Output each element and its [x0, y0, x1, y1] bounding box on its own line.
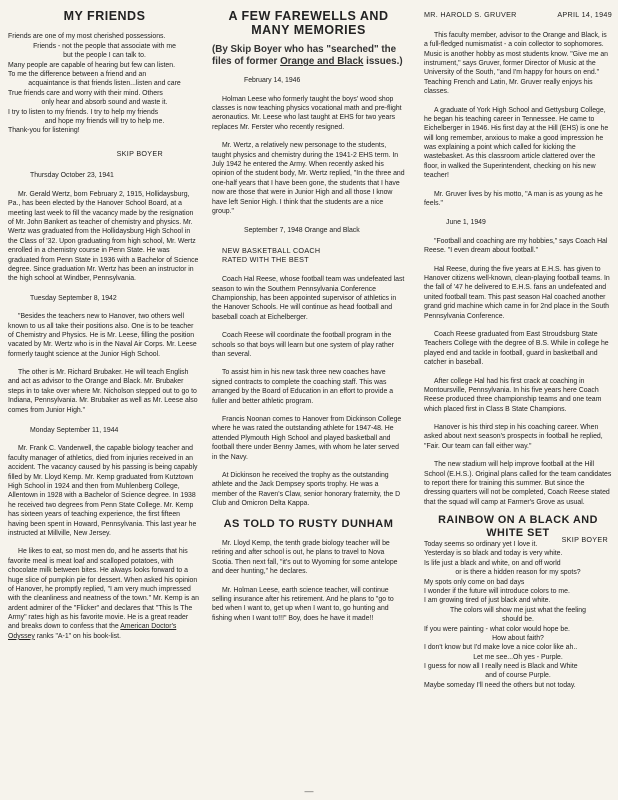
article-leese-1946: Holman Leese who formerly taught the boys' wood shop classes is now teaching physics vocational math and pre-flight aeronautics. Mr. Leese who last taught at EHS for two years replaces Mr. Ferster who recently resigned. [212, 95, 402, 131]
column-my-friends [8, 0, 201, 641]
article-new-stadium: The new stadium will help improve football at the Hill School (E.H.S.). Original plans called for the team candidates to report there for training this summer. But since the dressing quarters will not be completed, Coach Reese stated that the squad will camp at Farmer's Grove as usual. [424, 461, 612, 506]
my-friends-title: MY FRIENDS [63, 9, 146, 23]
article-gruver-hobbies: This faculty member, advisor to the Orange and Black, is a full-fledged numismatist - a coin collector to sophomores. Music is another hobby as most students know. "Give me an instrument," says Gruver, former Director of Music at the University of the South, "and I'm happy for hours on end." Teaching French and Latin, Mr. Gruver really enjoys his classes. [424, 31, 608, 96]
rainbow-title: RAINBOW ON A BLACK AND WHITE SET [438, 514, 598, 539]
article-wertz-1946: Mr. Wertz, a relatively new personage to the students, taught physics and chemistry during the 1941-2 EHS term. In July 1942 he entered the Army. When recently asked his opinion of the student body, Mr. Wertz replied, "In the three and one-half years that I have been gone, the students that I have now are those that were in Junior High and all those I know have left Senior High. I think that the students are a nice group." [212, 142, 405, 215]
poem-line: I guess for now all I really need is Black and White [424, 663, 578, 671]
poem-line: or is there a hidden reason for my spots? [455, 569, 581, 577]
poem-line: The colors will show me just what the feeling [450, 606, 586, 614]
farewells-title: A FEW FAREWELLS AND MANY MEMORIES [228, 9, 389, 38]
poem-line: but the people I can talk to. [63, 52, 146, 60]
book-title: American Doctor's Odyssey [8, 623, 177, 640]
gruver-header-date: APRIL 14, 1949 [557, 10, 612, 19]
poem-line: and of course Purple. [485, 672, 551, 680]
article-reese-teams: Hal Reese, during the five years at E.H.S. has given to Hanover citizens well-known, clean-playing football teams. In the fall of '47 he delivered to E.H.S. fans an undefeated and united football team. This past season Hal coached another grand grid machine which came in for 2nd place in the South Pennsylvania Conference. [424, 265, 610, 320]
article-new-coaches: To assist him in his new task three new coaches have signed contracts to complete the coaching staff. This was arranged by the Board of Education in an effort to provide a fuller and better athletic program. [212, 369, 394, 405]
poem-line: Maybe someday I'll need the others but not today. [424, 681, 576, 689]
column-gruver [424, 0, 612, 690]
poem-line: Friends - not the people that associate with me [33, 42, 176, 50]
article-noonan-dickinson: At Dickinson he received the trophy as the outstanding athlete and the Jack Dempsey sports trophy. He was a member of the Raven's Claw, senior honorary fraternity, the D Club and Omicron Delta Kappa. [212, 471, 401, 508]
date-feb-1946: February 14, 1946 [244, 77, 301, 85]
article-wertz-1941: Mr. Gerald Wertz, born February 2, 1915, Hollidaysburg, Pa., has been elected by the Hanover School Board, at a meeting last week to fill the vacancy made by the resignation of Mr. John Bankert as teacher of chemistry and physics. Mr. Wertz was graduated from the Hollidaysburg High School in the Class of '32. Upon graduating from high school, Mr. Wertz enrolled in a chemistry course in Penn State. He was graduated from Penn State in 1936 with a Bachelor of Science degree. Since graduation Mr. Wertz has been an instructor in the high school at Windber, Pennsylvania. [8, 190, 199, 283]
farewells-byline: (By Skip Boyer who has "searched" the files of former Orange and Black issues.) [212, 43, 403, 67]
poem-line: True friends care and worry with their mind. Others [8, 89, 163, 97]
article-kemp-retiring: Mr. Lloyd Kemp, the tenth grade biology teacher will be retiring and after school is out, he plans to travel to Nova Scotia. Then next fall, "it's out to Wyoming for some antelope and deer hunting," he declares. [212, 540, 398, 576]
poem-line: Let me see...Oh yes - Purple. [473, 653, 563, 661]
article-reese-montoursville: After college Hal had his first crack at coaching in Montoursville, Pennsylvania. In his five years here Coach Reese produced three championship teams and one team which placed first in Class B State Champions. [424, 377, 602, 413]
poem-line: acquaintance is that friends listen...listen and care [28, 80, 181, 88]
poem-line: Yesterday is so black and today is very white. [424, 550, 563, 558]
poem-line: only hear and absorb sound and waste it. [41, 99, 168, 107]
article-reese-college: Coach Reese graduated from East Stroudsburg State Teachers College with the degree of B.S. While in college he played end and tackle in football, guard in basketball and catcher in baseball. [424, 330, 609, 367]
poem-line: should be. [502, 616, 534, 624]
article-reese-prospects: Hanover is his third step in his coaching career. When asked about next season's prospects in football he replied, "Fair. Our team can fall either way." [424, 424, 603, 450]
poem-line: I am growing tired of just black and white. [424, 597, 551, 605]
poem-line: and hope my friends will try to help me. [44, 117, 165, 125]
poem-line: If you were painting - what color would hope be. [424, 625, 570, 633]
date-sep-1948: September 7, 1948 Orange and Black [244, 227, 360, 235]
column-farewells [212, 0, 405, 623]
date-oct-1941: Thursday October 23, 1941 [30, 172, 114, 180]
article-noonan: Francis Noonan comes to Hanover from Dickinson College where he was rated the outstanding athlete for 1947-48. He attended Plymouth High School and played basketball and football there under Benny James, with whom he later served in the Navy. [212, 415, 402, 461]
poem-line: Many people are capable of hearing but few can listen. [8, 61, 176, 69]
date-sep-1942: Tuesday September 8, 1942 [30, 294, 117, 302]
article-leese-1942: "Besides the teachers new to Hanover, two others well known to us all take their positions also. One is to be teacher of Chemistry and Physics. He is Mr. Leese, filling the position vacated by Mr. Wertz who is in the Naval Air Corps. Mr. Leese formerly taught science at the Junior High School. [8, 313, 197, 358]
article-reese-program: Coach Reese will coordinate the football program in the schools so that boys will learn but one system of play rather than several. [212, 332, 394, 358]
poem-line: Thank-you for listening! [8, 127, 80, 135]
poem-line: I don't know but I'd make love a nice color like ah.. [424, 644, 578, 652]
article-reese-1948: Coach Hal Reese, whose football team was undefeated last season to win the Southern Pennsylvania Conference Championship, has been appointed supervisor of athletics in the Hanover Schools. He will continue as head football and baseball coach at Eichelberger. [212, 276, 405, 321]
poem-line: My spots only come on bad days [424, 578, 525, 586]
article-kemp-hobbies: He likes to eat, so most men do, and he asserts that his favorite meal is meat loaf and scalloped potatoes, with chocolate milk between bites. He always looks forward to a huge slice of pumpkin pie for dessert. When asked his opinion of Hanover, he promptly replied, "I am very much impressed with the cleanliness and neatness of the town." Mr. Kemp is an ardent admirer of the "Flicker" and declares that "This Is The Army" rates high as his favorite movie. He is a great reader and breaks down to confess that the American Doctor's Odyssey ranks "A-1" on his book-list. [8, 548, 199, 640]
article-leese-retiring: Mr. Holman Leese, earth science teacher, will continue selling insurance after his retirement. And he plans to "go to bed when I want to, get up when I want to, go hunting and fishing when I want to!!!" Boy, does he have it made!! [212, 586, 394, 622]
rusty-dunham-title: AS TOLD TO RUSTY DUNHAM [223, 518, 394, 531]
article-kemp-1944: Mr. Frank C. Vanderwell, the capable biology teacher and faculty manager of athletics, died from injuries received in an accident. The vacancy caused by his passing is being capably filled by Mr. Lloyd Kemp. Mr. Kemp graduated from Kutztown High School in 1924 and then from Muhlenberg College, Allentown in 1928 with a Bachelor of Science degree. In 1938 he received two degrees from Penn State College. Mr. Kemp has sixteen years of teaching experience, the first fifteen having been spent in Howard, Pennsylvania. This last year he instructed at Millville, New Jersey. [8, 445, 198, 537]
orange-and-black-link: Orange and Black [280, 55, 364, 67]
poem-line: How about faith? [492, 634, 544, 642]
poem-line: Today seems so ordinary yet I love it. [424, 541, 538, 548]
rainbow-poem [424, 535, 612, 690]
poem-line: Is life just a black and white, on and off world [424, 559, 561, 567]
page-footer-mark: — [304, 786, 314, 796]
poem-line: Friends are one of my most cherished possessions. [8, 33, 166, 41]
article-gruver-motto: Mr. Gruver lives by his motto, "A man is as young as he feels." [424, 190, 603, 208]
date-jun-1949: June 1, 1949 [446, 219, 486, 227]
poem-author: SKIP BOYER [116, 148, 163, 158]
poem-line: To me the difference between a friend and an [8, 70, 147, 78]
gruver-header-name: MR. HAROLD S. GRUVER [424, 10, 517, 19]
article-reese-quote: "Football and coaching are my hobbies," says Coach Hal Reese. "I even dream about football." [424, 237, 608, 255]
article-brubaker-1942: The other is Mr. Richard Brubaker. He will teach English and act as advisor to the Orange and Black. Mr. Brubaker steps in to take over where Mr. Nicholson stepped out to go to Indiana, Pennsylvania. Mr. Brubaker as well as Mr. Leese also comes from Junior High." [8, 369, 198, 414]
date-sep-1944: Monday September 11, 1944 [30, 427, 119, 435]
friends-poem [8, 32, 201, 135]
gruver-header [424, 10, 612, 20]
poem-line: I try to listen to my friends. I try to help my friends [8, 108, 159, 116]
rainbow-poem-author: SKIP BOYER [561, 535, 608, 544]
article-gruver-career: A graduate of York High School and Gettysburg College, he began his teaching career in Tennessee. He came to Eichelberger in 1946. His first day at the Hill (EHS) is one he will long remember, anxious to make a good impression he was explaining a point which called for kicking the wastebasket. As this classroom article clattered over the floor, in walked the Superintendent, checking on his new teacher! [424, 106, 609, 180]
poem-line: I wonder if the future will introduce colors to me. [424, 587, 570, 595]
basketball-headline: NEW BASKETBALL COACH RATED WITH THE BEST [222, 245, 321, 265]
